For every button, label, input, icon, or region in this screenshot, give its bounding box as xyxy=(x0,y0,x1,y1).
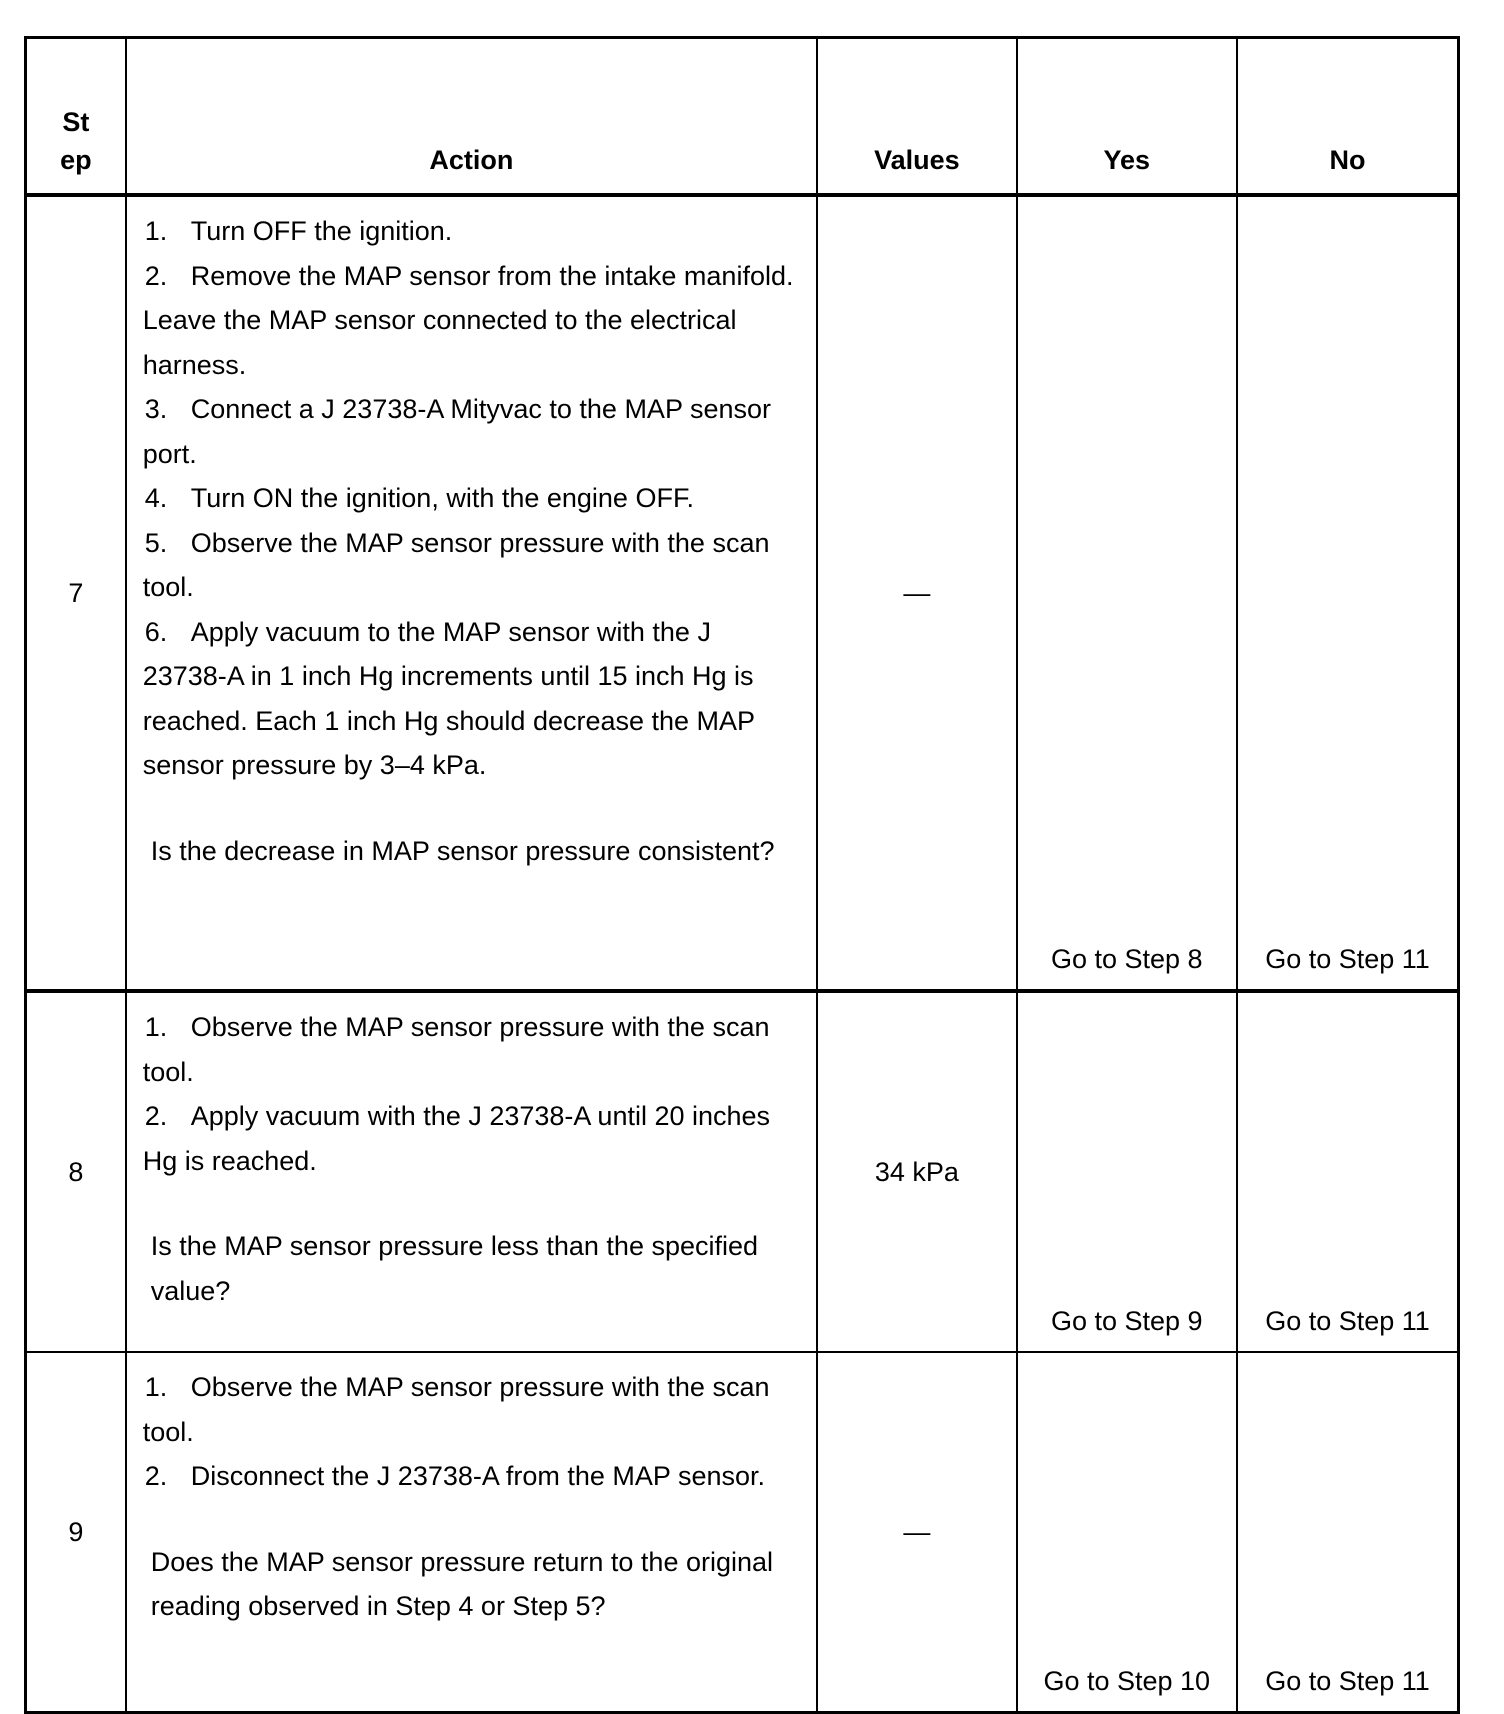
question-text: Is the decrease in MAP sensor pressure consistent? xyxy=(150,835,775,866)
step-number: 9 xyxy=(26,1352,126,1713)
action-item: 3. Connect a J 23738-A Mityvac to the MAP sensor port. xyxy=(142,394,772,469)
table-row xyxy=(26,1352,1459,1713)
yes-cell: Go to Step 10 xyxy=(1017,1352,1237,1713)
action-item: 1. Observe the MAP sensor pressure with the scan tool. xyxy=(142,1372,770,1447)
yes-cell: Go to Step 8 xyxy=(1017,195,1237,991)
header-step xyxy=(26,38,126,196)
header-step-line1: St xyxy=(62,107,90,137)
diagnostic-table xyxy=(24,36,1460,1714)
action-cell xyxy=(126,991,817,1352)
action-item: 4. Turn ON the ignition, with the engine OFF. xyxy=(144,483,694,513)
action-item: 2. Disconnect the J 23738-A from the MAP sensor. xyxy=(144,1461,766,1491)
table-row xyxy=(26,195,1459,991)
header-no: No xyxy=(1237,38,1459,196)
question-text: Is the MAP sensor pressure less than the specified value? xyxy=(150,1231,759,1306)
action-cell xyxy=(126,1352,817,1713)
step-number: 8 xyxy=(26,991,126,1352)
value-cell: 34 kPa xyxy=(817,991,1016,1352)
action-item: 2. Apply vacuum with the J 23738-A until 20 inches Hg is reached. xyxy=(142,1101,771,1176)
yes-cell: Go to Step 9 xyxy=(1017,991,1237,1352)
action-item: 1. Observe the MAP sensor pressure with the scan tool. xyxy=(142,1012,770,1087)
step-number: 7 xyxy=(26,195,126,991)
table-row xyxy=(26,991,1459,1352)
value-cell: — xyxy=(817,1352,1016,1713)
no-cell: Go to Step 11 xyxy=(1237,195,1459,991)
header-action: Action xyxy=(126,38,817,196)
action-item: 5. Observe the MAP sensor pressure with the scan tool. xyxy=(142,527,770,602)
action-item: 6. Apply vacuum to the MAP sensor with the J 23738-A in 1 inch Hg increments until 15 inch Hg is reached. Each 1 inch Hg should decrease the MAP sensor pressure by 3–4 kPa. xyxy=(142,616,755,780)
value-cell: — xyxy=(817,195,1016,991)
question-text: Does the MAP sensor pressure return to the original reading observed in Step 4 or Step 5? xyxy=(150,1546,774,1621)
action-cell xyxy=(126,195,817,991)
header-row xyxy=(26,38,1459,196)
action-item: 1. Turn OFF the ignition. xyxy=(144,216,453,246)
header-yes: Yes xyxy=(1017,38,1237,196)
action-item: 2. Remove the MAP sensor from the intake manifold. Leave the MAP sensor connected to the electrical harness. xyxy=(142,260,794,380)
no-cell: Go to Step 11 xyxy=(1237,1352,1459,1713)
header-step-line2: ep xyxy=(60,145,92,175)
no-cell: Go to Step 11 xyxy=(1237,991,1459,1352)
header-values: Values xyxy=(817,38,1016,196)
